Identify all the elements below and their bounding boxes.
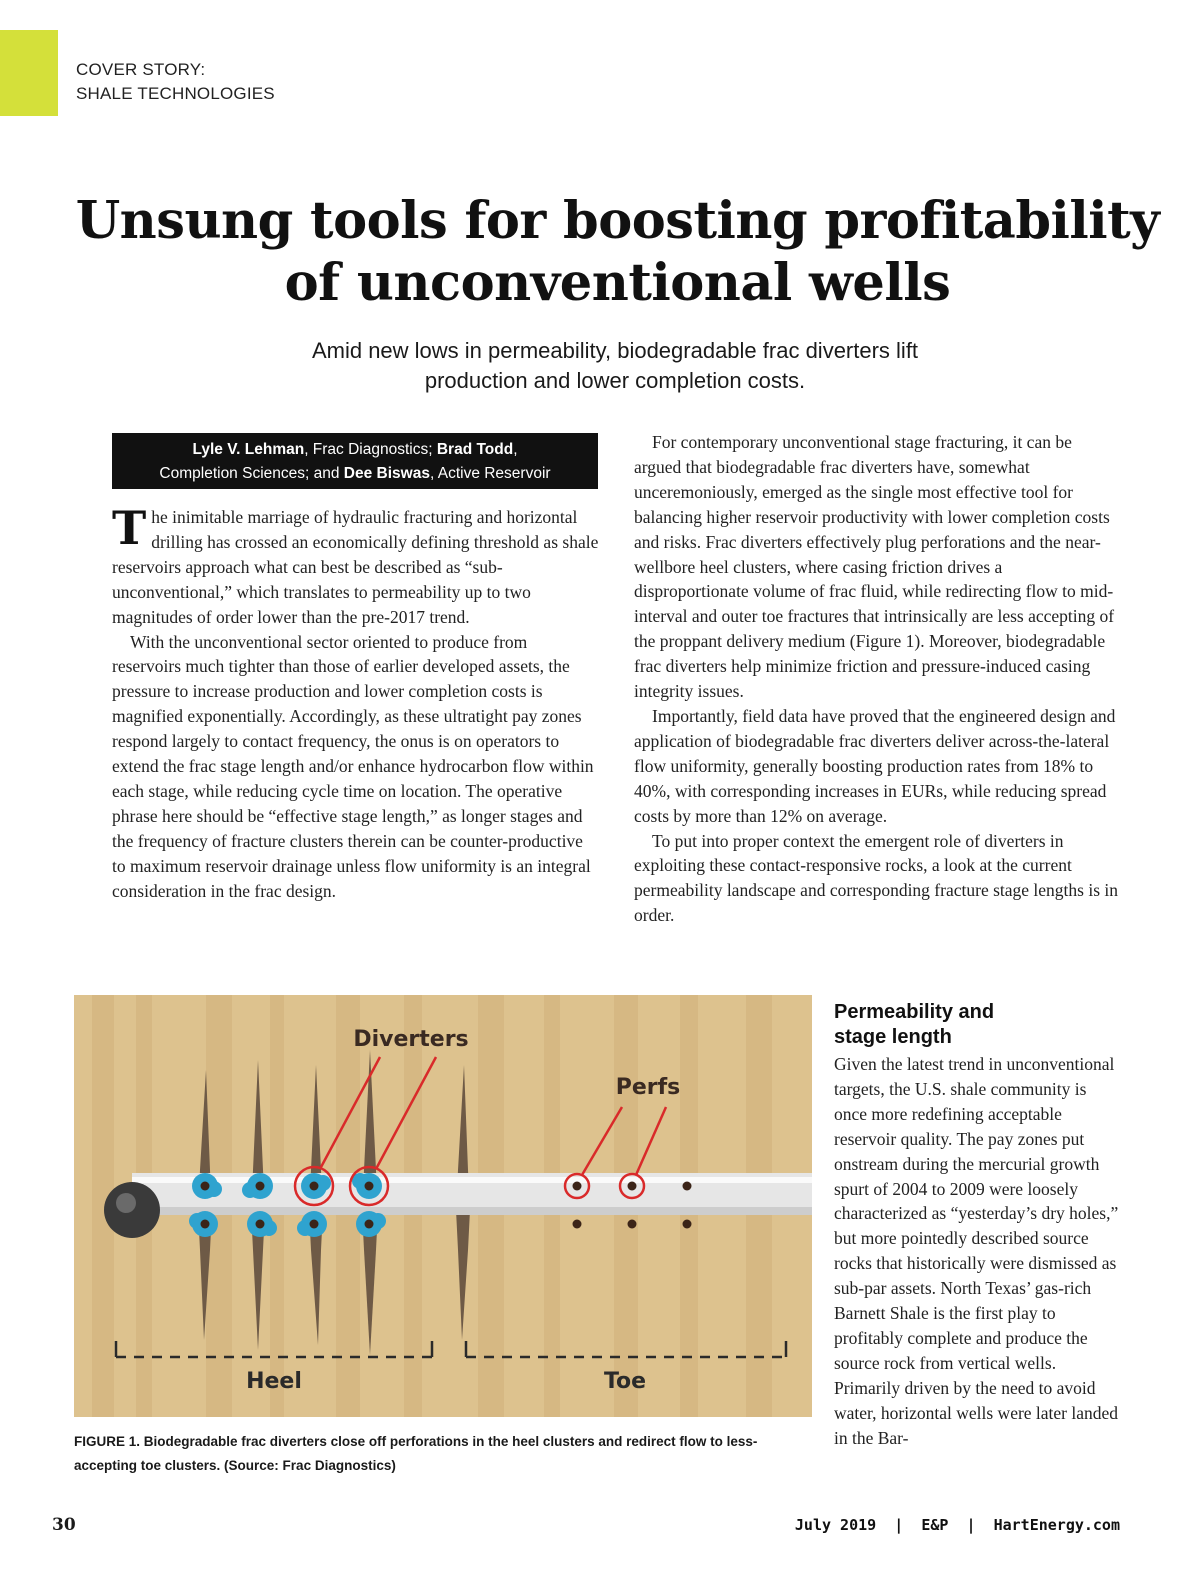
body-column-narrow	[834, 1052, 1122, 1451]
headline-line2: of unconventional wells	[284, 253, 951, 313]
dropcap: T	[112, 501, 147, 555]
section-label	[76, 58, 275, 106]
right-paragraph-3: To put into proper context the emergent role of diverters in exploiting these contact-responsive rocks, a look at the current permeability landscape and corresponding fracture stage lengths is in order.	[634, 830, 1119, 926]
author-2: Brad Todd	[436, 441, 514, 458]
perfs-label: Perfs	[615, 1075, 681, 1100]
footer-info: July 2019 | E&P | HartEnergy.com	[794, 1516, 1120, 1534]
figure-1-illustration	[74, 995, 812, 1417]
author-1-affiliation: , Frac Diagnostics;	[304, 441, 437, 458]
author-3-affiliation: , Active Reservoir	[429, 465, 551, 482]
subhead	[834, 1000, 1124, 1050]
author-3: Dee Biswas	[343, 465, 430, 482]
left-paragraph-1	[112, 501, 600, 630]
byline-box	[112, 433, 598, 489]
subhead-line1: Permeability and	[834, 1001, 995, 1023]
author-2-comma: ,	[513, 441, 518, 458]
section-label-line1: COVER STORY:	[76, 60, 206, 79]
deck	[230, 336, 1000, 396]
author-2-affiliation: Completion Sciences; and	[159, 465, 344, 482]
body-column-right	[634, 430, 1120, 928]
figure-caption: FIGURE 1. Biodegradable frac diverters close off perforations in the heel clusters and redirect flow to less-accepting toe clusters. (Source: Frac Diagnostics)	[74, 1434, 758, 1473]
toe-label: Toe	[603, 1369, 647, 1394]
left-paragraph-1-text: he inimitable marriage of hydraulic fracturing and horizontal drilling has crossed an economically defining threshold as shale reservoirs approach what can best be described as “sub-unconventional,” which translates to permeability up to two magnitudes of order lower than the pre-2017 trend.	[112, 507, 599, 627]
headline-line1: Unsung tools for boosting profitability	[75, 191, 1160, 251]
deck-line1: Amid new lows in permeability, biodegradable frac diverters lift	[311, 338, 919, 363]
byline-line2	[112, 462, 598, 486]
left-paragraph-2: With the unconventional sector oriented to produce from reservoirs much tighter than those of earlier developed assets, the pressure to increase production and lower completion costs is magnified exponentially. Accordingly, as these ultratight pay zones respond largely to contact frequency, the onus is on operators to extend the frac stage length and/or enhance hydrocarbon flow within each stage, while reducing cycle time on location. The operative phrase here should be “effective stage length,” as longer stages and the frequency of fracture clusters therein can be counter-productive to maximum reservoir drainage unless flow uniformity is an integral consideration in the frac design.	[112, 631, 594, 901]
figure-1	[74, 995, 812, 1417]
heel-label: Heel	[246, 1369, 302, 1394]
page-number: 30	[52, 1515, 76, 1535]
author-1: Lyle V. Lehman	[192, 441, 305, 458]
byline-line1	[112, 438, 598, 462]
subhead-line2: stage length	[834, 1026, 952, 1048]
headline	[60, 190, 1175, 314]
section-label-line2: SHALE TECHNOLOGIES	[76, 84, 275, 103]
right-paragraph-1: For contemporary unconventional stage fracturing, it can be argued that biodegradable frac diverters have, somewhat unceremoniously, emerged as the single most effective tool for balancing higher reservoir productivity with lower completion costs and risks. Frac diverters effectively plug perforations and the near-wellbore heel clusters, where casing friction drives a disproportionate volume of frac fluid, while redirecting flow to mid-interval and outer toe fractures that intrinsically are less accepting of the proppant delivery medium (Figure 1). Moreover, biodegradable frac diverters help minimize friction and pressure-induced casing integrity issues.	[634, 432, 1115, 702]
deck-line2: production and lower completion costs.	[424, 368, 806, 393]
narrow-paragraph-1: Given the latest trend in unconventional targets, the U.S. shale community is once more redefining acceptable reservoir quality. The pay zones put onstream during the mercurial growth spurt of 2004 to 2009 were loosely characterized as “yesterday’s dry holes,” but more pointedly described source rocks that historically were dismissed as sub-par assets. North Texas’ gas-rich Barnett Shale is the first play to profitably complete and produce the source rock from vertical wells. Primarily driven by the need to avoid water, horizontal wells were later landed in the Bar-	[834, 1054, 1119, 1448]
section-accent-tab	[0, 30, 58, 116]
right-paragraph-2: Importantly, field data have proved that the engineered design and application of biodegradable frac diverters deliver across-the-lateral flow uniformity, generally boosting production rates from 18% to 40%, with corresponding increases in EURs, while reducing spread costs by more than 12% on average.	[634, 705, 1116, 826]
diverters-label: Diverters	[353, 1027, 469, 1052]
body-column-left	[112, 501, 600, 904]
